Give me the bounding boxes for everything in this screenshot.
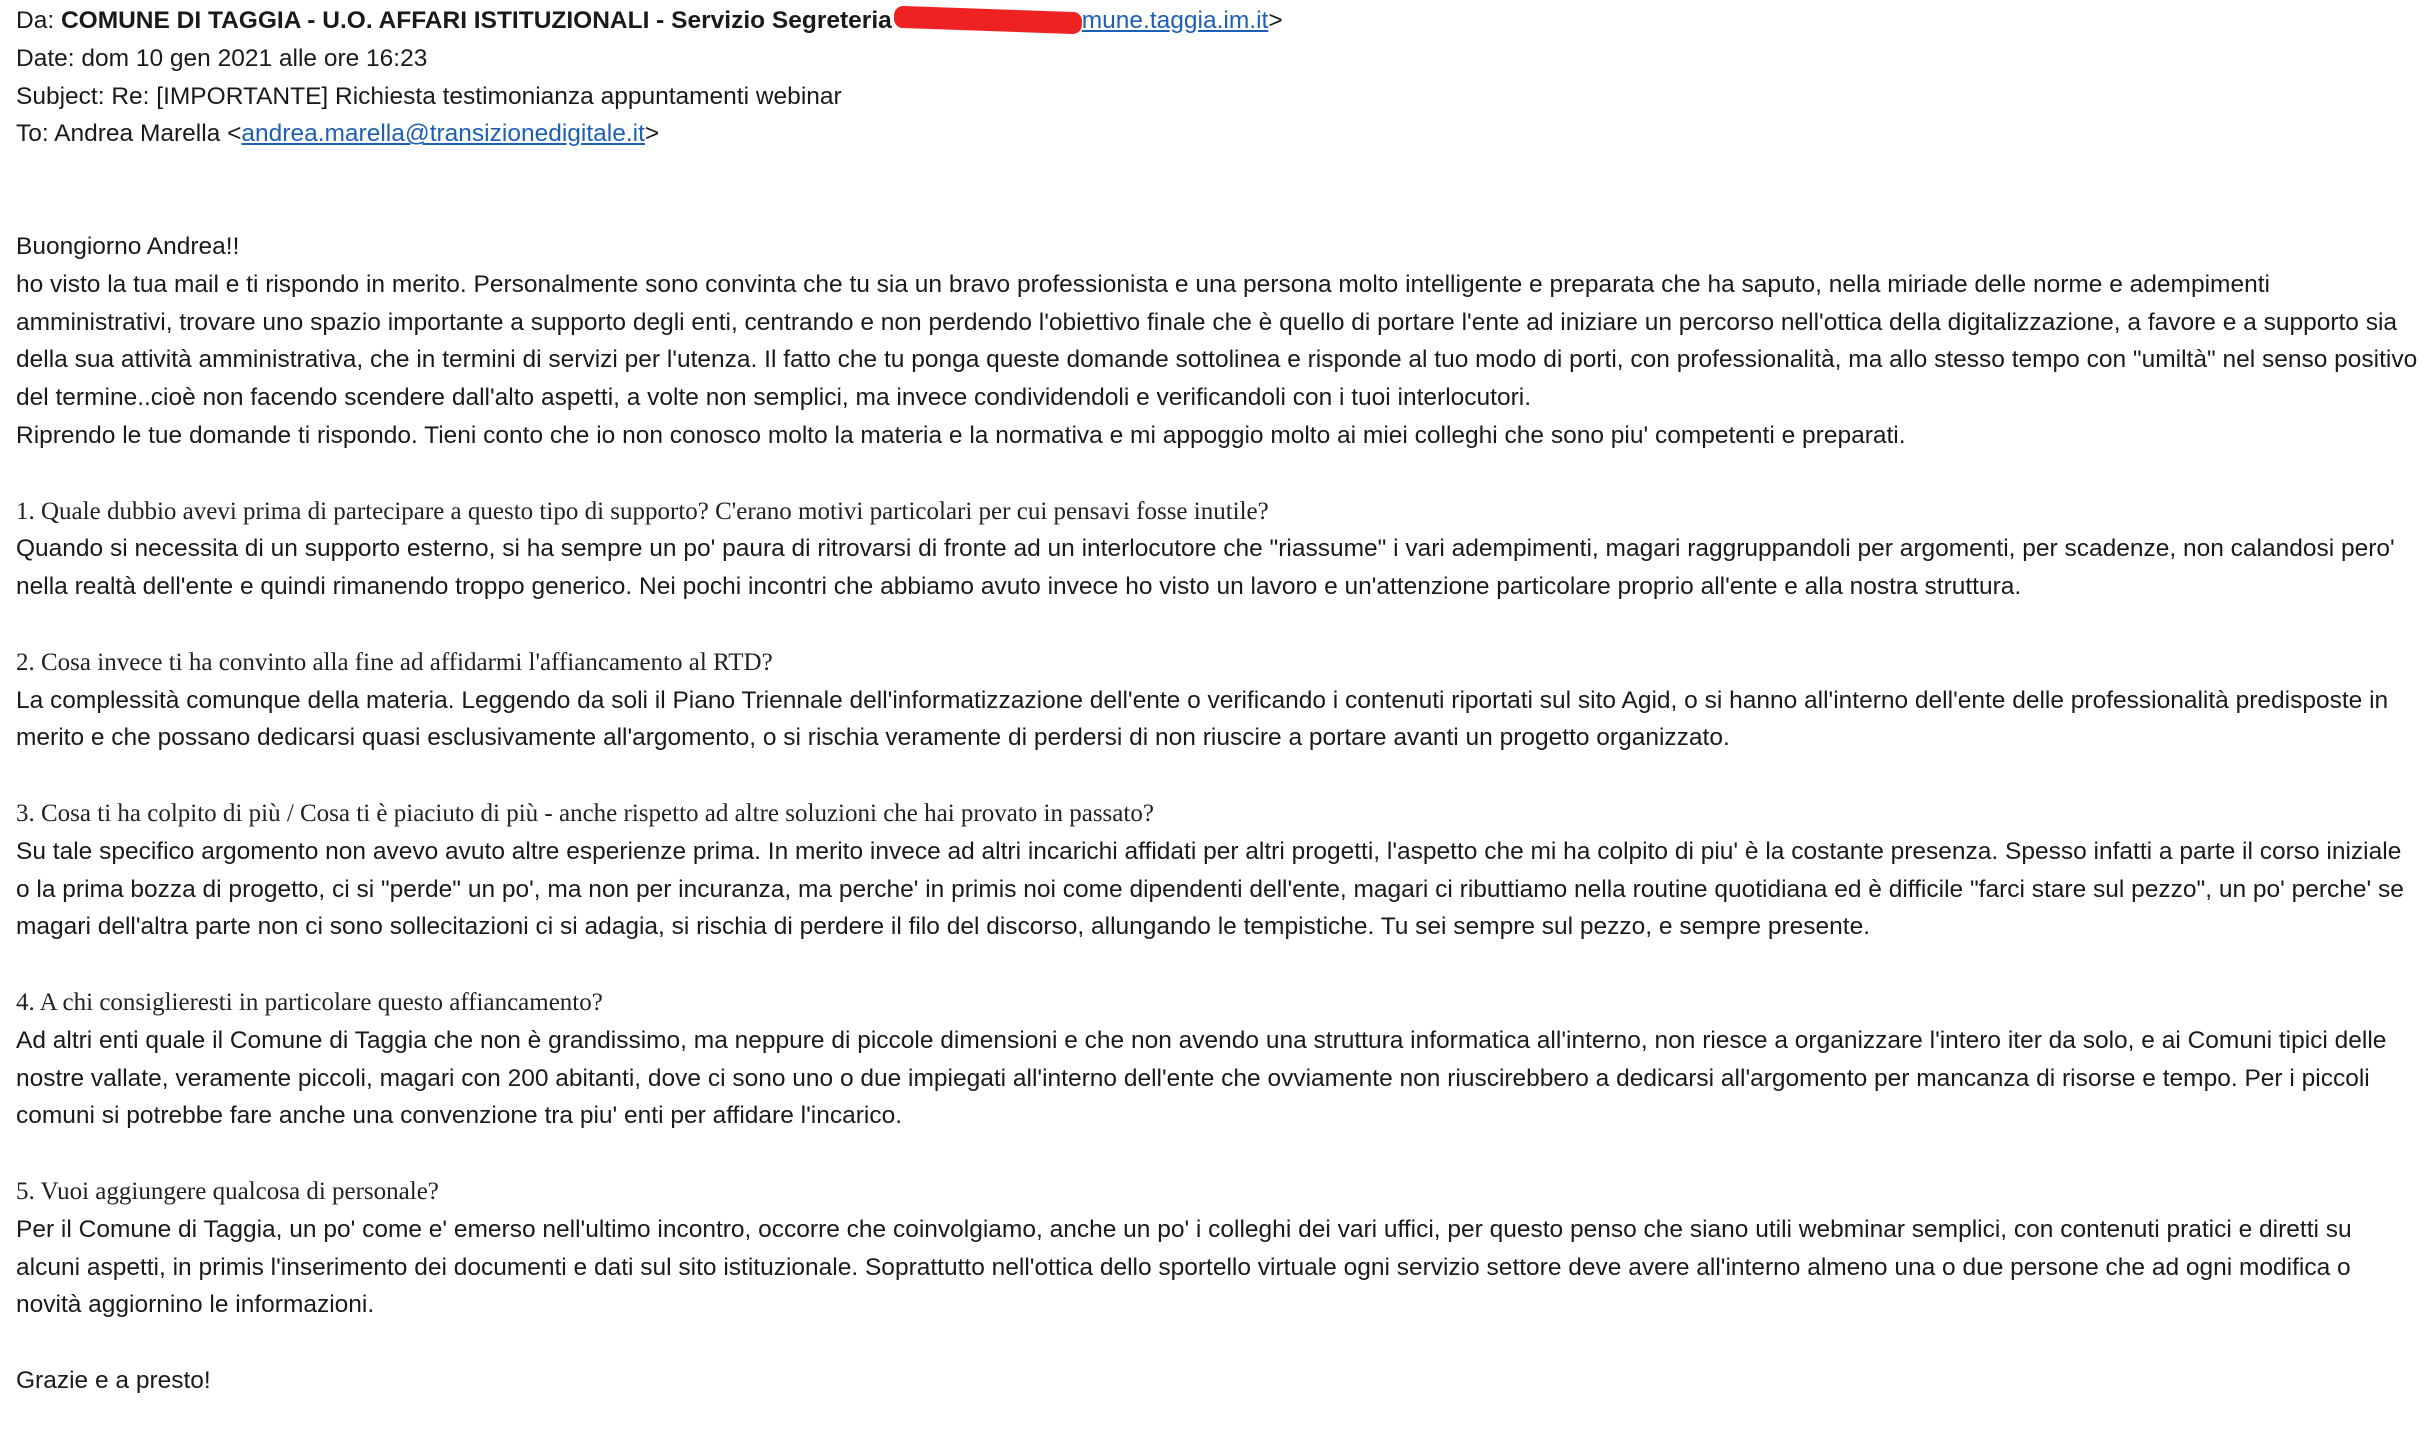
email-body — [16, 228, 2421, 1400]
answer-4: Ad altri enti quale il Comune di Taggia che non è grandissimo, ma neppure di piccole dimensioni e che non avendo una struttura informatica all'interno, non riesce a organizzare l'intero iter da solo, e ai Comuni tipici delle nostre vallate, veramente piccoli, magari con 200 abitanti, dove ci sono uno o due impiegati all'interno dell'ente che ovviamente non riuscirebbero a dedicarsi all'argomento per mancanza di risorse e tempo. Per i piccoli comuni si potrebbe fare anche una convenzione tra piu' enti per affidare l'incarico. — [16, 1026, 2387, 1130]
subject-label: Subject: — [16, 82, 105, 110]
greeting: Buongiorno Andrea!! — [16, 233, 240, 260]
date-line — [16, 40, 2421, 78]
subject-value: Re: [IMPORTANTE] Richiesta testimonianza appuntamenti webinar — [111, 82, 842, 110]
recipient-name: Andrea Marella < — [54, 120, 242, 148]
answer-1: Quando si necessita di un supporto esterno, si ha sempre un po' paura di ritrovarsi di fronte ad un interlocutore che "riassume" i vari adempimenti, magari raggruppandoli per argomenti, per scadenze, non calandosi pero' nella realtà dell'ente e quindi rimanendo troppo generico. Nei pochi incontri che abbiamo avuto invece ho visto un lavoro e un'attenzione particolare proprio all'ente e alla nostra struttura. — [16, 535, 2395, 601]
question-3: 3. Cosa ti ha colpito di più / Cosa ti è piaciuto di più - anche rispetto ad altre soluzioni che hai provato in passato? — [16, 799, 1154, 827]
closing: Grazie e a presto! — [16, 1366, 211, 1394]
sender-name: COMUNE DI TAGGIA - U.O. AFFARI ISTITUZIONALI - Servizio Segreteria — [60, 7, 892, 34]
answer-3: Su tale specifico argomento non avevo avuto altre esperienze prima. In merito invece ad altri incarichi affidati per altri progetti, l'aspetto che mi ha colpito di piu' è la costante presenza. Spesso infatti a parte il corso iniziale o la prima bozza di progetto, ci si "perde" un po', ma non per incuranza, ma perche' in primis noi come dipendenti dell'ente, magari ci ributtiamo nella routine quotidiana ed è difficile "farci stare sul pezzo", un po' perche' se magari dell'altra parte non ci sono sollecitazioni ci si adagia, si rischia di perdere il filo del discorso, allungando le tempistiche. Tu sei sempre sul pezzo, e sempre presente. — [16, 837, 2404, 941]
to-label: To: — [16, 120, 49, 148]
intro-paragraph-2: Riprendo le tue domande ti rispondo. Tieni conto che io non conosco molto la materia e la normativa e mi appoggio molto ai miei colleghi che sono piu' competenti e preparati. — [16, 421, 1906, 449]
question-1: 1. Quale dubbio avevi prima di partecipare a questo tipo di supporto? C'erano motivi particolari per cui pensavi fosse inutile? — [16, 497, 1269, 525]
recipient-email-link[interactable]: andrea.marella@transizionedigitale.it — [241, 120, 645, 148]
from-line: Da: COMUNE DI TAGGIA - U.O. AFFARI ISTITUZIONALI - Servizio Segreteria mune.taggia.im.it> — [16, 7, 1283, 34]
question-5: 5. Vuoi aggiungere qualcosa di personale? — [16, 1177, 439, 1205]
from-label: Da: — [16, 7, 55, 34]
subject-line — [16, 78, 2421, 116]
answer-5: Per il Comune di Taggia, un po' come e' emerso nell'ultimo incontro, occorre che coinvolgiamo, anche un po' i colleghi dei vari uffici, per questo penso che siano utili webminar semplici, con contenuti pratici e diretti su alcuni aspetti, in primis l'inserimento dei documenti e dati sul sito istituzionale. Soprattutto nell'ottica dello sportello virtuale ogni servizio settore deve avere all'interno almeno una o due persone che ad ogni modifica o novità aggiornino le informazioni. — [16, 1215, 2352, 1319]
sender-email-link[interactable]: mune.taggia.im.it — [1081, 7, 1269, 34]
question-4: 4. A chi consiglieresti in particolare questo affiancamento? — [16, 988, 603, 1016]
question-2: 2. Cosa invece ti ha convinto alla fine ad affidarmi l'affiancamento al RTD? — [16, 648, 773, 676]
to-line: To: Andrea Marella <andrea.marella@transizionedigitale.it> — [16, 120, 660, 148]
intro-paragraph: ho visto la tua mail e ti rispondo in merito. Personalmente sono convinta che tu sia un bravo professionista e una persona molto intelligente e preparata che ha saputo, nella miriade delle norme e adempimenti amministrativi, trovare uno spazio importante a supporto degli enti, centrando e non perdendo l'obiettivo finale che è quello di portare l'ente ad iniziare un percorso nell'ottica della digitalizzazione, a favore e a supporto sia della sua attività amministrativa, che in termini di servizi per l'utenza. Il fatto che tu ponga queste domande sottolinea e risponde al tuo modo di porti, con professionalità, ma allo stesso tempo con "umiltà" nel senso positivo del termine..cioè non facendo scendere dall'alto aspetti, a volte non semplici, ma invece condividendoli e verificandoli con i tuoi interlocutori. — [16, 270, 2418, 412]
email-view — [16, 2, 2421, 1394]
date-value: dom 10 gen 2021 alle ore 16:23 — [81, 44, 428, 72]
answer-2: La complessità comunque della materia. Leggendo da soli il Piano Triennale dell'informatizzazione dell'ente o verificando i contenuti riportati sul sito Agid, o si hanno all'interno dell'ente delle professionalità predisposte in merito e che possano dedicarsi quasi esclusivamente all'argomento, o si rischia veramente di perdersi di non riuscire a portare avanti un progetto organizzato. — [16, 686, 2389, 752]
date-label: Date: — [16, 44, 75, 72]
redacted-email-mark — [893, 6, 1082, 35]
